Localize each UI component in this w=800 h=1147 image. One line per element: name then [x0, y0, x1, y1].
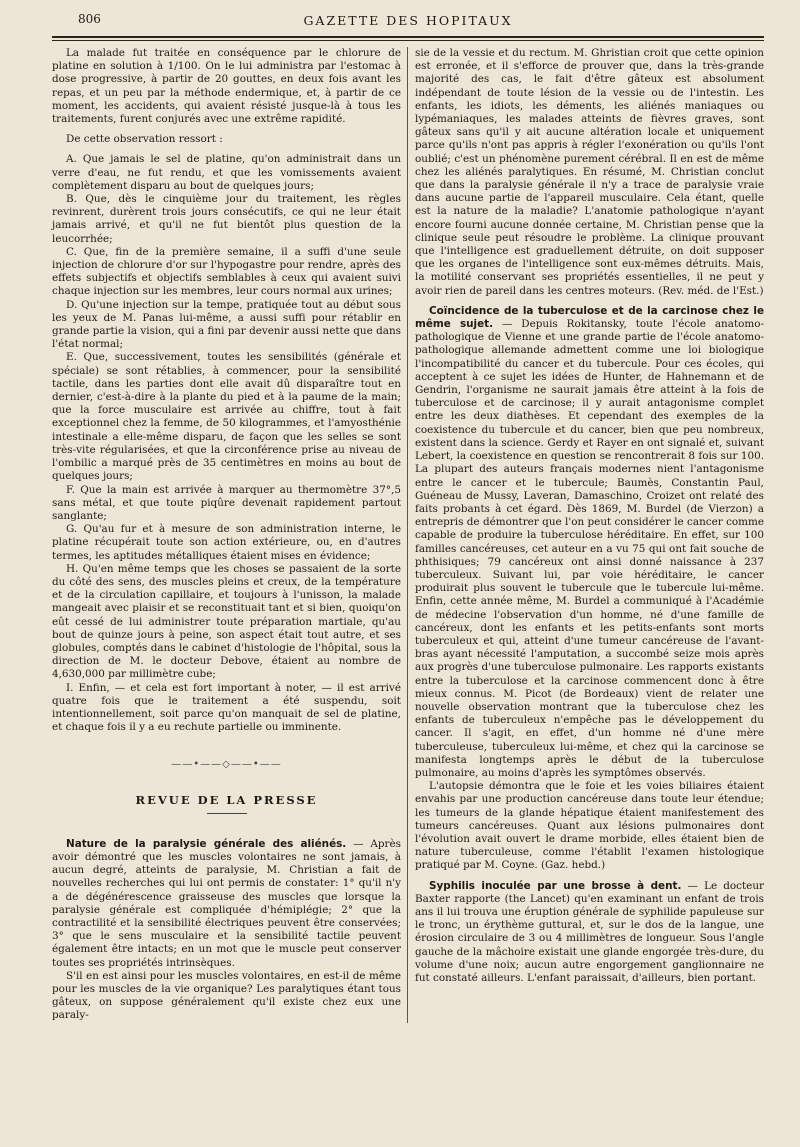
observation-item-c: C. Que, fin de la première semaine, il a suffi d'une seule injection de chlorure d'or sur l'hypogastre pour rendre, après des effets subjectifs et objectifs semblables à ceux qui avaient suivi chaque injection sur les membres, leur cours normal aux urines;	[52, 245, 401, 298]
article-paralysie-body: — Après avoir démontré que les muscles volontaires ne sont jamais, à aucun degré, atteints de paralysie, M. Christian a fait de nouvelles recherches qui lui ont permis de constater: 1° qu'il n'y a de dégénérescence graisseuse des muscles que lorsque la paralysie générale est compliquée d'hémiplégie; 2° que la contractilité et la sensibilité électriques peuvent être conservées; 3° que le sens musculaire et la sensibilité tactile peuvent également être intacts; en un mot que le muscle peut conserver toutes ses propriétés intrinsèques.	[52, 837, 401, 969]
header-rule-thin	[52, 40, 764, 41]
article-carcinose-title: Coïncidence de la tuberculose et de la carcinose chez le même sujet.	[415, 304, 764, 331]
article-paralysie-paragraph	[52, 838, 401, 970]
observation-item-g: G. Qu'au fur et à mesure de son administration interne, le platine récupérait toute son action extérieure, ou, en d'autres termes, les aptitudes métalliques étaient mises en évidence;	[52, 523, 401, 562]
section-title: REVUE DE LA PRESSE	[135, 792, 318, 807]
observation-lead: De cette observation ressort :	[66, 133, 223, 146]
article-carcinose-body: — Depuis Rokitansky, toute l'école anatomo-pathologique de Vienne et une grande partie de l'école anatomo-pathologique allemande admettent comme une loi biologique l'incompatibilité du cancer et du tubercule. Pour ces écoles, qui acceptent à ce sujet les idées de Hunter, de Hahnemann et de Gendrin, l'organisme ne saurait jamais être atteint à la fois de tuberculose et de carcinose; il y aurait antagonisme complet entre les deux diathèses. Et cependant des exemples de la coexistence du tubercule et du cancer, bien que peu nombreux, existent dans la science. Gerdy et Rayer en ont signalé et, suivant Lebert, la coexistence en question se rencontrerait 8 fois sur 100. La plupart des auteurs français modernes nient l'antagonisme entre le cancer et le tubercule; Baumès, Constantin Paul, Guéneau de Mussy, Laveran, Damaschino, Croizet ont relaté des faits probants à cet égard. Dès 1869, M. Burdel (de Vierzon) a entrepris de démontrer que l'on peut considérer le cancer comme capable de produire la tuberculose héréditaire. En effet, sur 100 familles cancéreuses, cet auteur en a vu 75 qui ont fait souche de phthisiques; 79 cancéreux ont ainsi donné naissance à 237 tuberculeux. Suivant lui, par voie héréditaire, le cancer produirait plus souvent le tubercule que le tubercule lui-même. Enfin, cette année même, M. Burdel a communiqué à l'Académie de médecine l'observation d'un homme, né d'une famille de cancéreux, dont les enfants et les petits-enfants sont morts tuberculeux et qui, atteint d'une tumeur cancéreuse de l'avant-bras ayant nécessité l'amputation, a succombé seize mois après aux progrès d'une tuberculose pulmonaire. Les rapports existants entre la tuberculose et la carcinose commencent donc à être mieux connus. M. Picot (de Bordeaux) vient de relater une nouvelle observation montrant que la tuberculose chez les enfants de tuberculeux n'empêche pas le développement du cancer. Il s'agit, en effet, d'un homme né d'une mère tuberculeuse, tuberculeux lui-même, et chez qui la carcinose se manifesta longtemps après le début de la tuberculose pulmonaire, au moins d'après les symptômes observés.	[415, 318, 764, 779]
page-header	[52, 8, 764, 30]
observation-item-f: F. Que la main est arrivée à marquer au thermomètre 37°,5 sans métal, et que toute piqûre devenait rapidement partout sanglante;	[52, 483, 401, 522]
page-number: 806	[78, 12, 101, 26]
two-column-body	[52, 47, 764, 1023]
observation-item-i: I. Enfin, — et cela est fort important à noter, — il est arrivé quatre fois que le traitement a été suspendu, soit intentionnellement, soit parce qu'on manquait de sel de platine, et chaque fois il y a eu rechute partielle ou imminente.	[52, 681, 401, 734]
header-rule-thick	[52, 36, 764, 38]
article-syphilis-paragraph	[415, 880, 764, 986]
section-ornament: ——•——◇——•——	[171, 759, 282, 771]
article-carcinose-paragraph-2: L'autopsie démontra que le foie et les voies biliaires étaient envahis par une production cancéreuse dans toute leur étendue; les tumeurs de la glande hépatique étaient manifestement des tumeurs cancéreuses. Quant aux lésions pulmonaires dont l'évolution avait ouvert le drame morbide, elles étaient bien de nature tuberculeuse, comme l'établit l'examen histologique pratiqué par M. Coyne. (Gaz. hebd.)	[415, 780, 764, 872]
left-column	[52, 47, 401, 1023]
observation-item-b: B. Que, dès le cinquième jour du traitement, les règles revinrent, durèrent trois jours consécutifs, ce qui ne leur était jamais arrivé, et qu'il ne fut bientôt plus question de la leucorrhée;	[52, 193, 401, 245]
observation-item-d: D. Qu'une injection sur la tempe, pratiquée tout au début sous les yeux de M. Panas lui-même, a aussi suffi pour rétablir en grande partie la vision, qui a fini par devenir aussi nette que dans l'état normal;	[52, 298, 401, 351]
article-carcinose-paragraph	[415, 305, 764, 780]
right-column	[415, 47, 764, 1023]
observation-item-e: E. Que, successivement, toutes les sensibilités (générale et spéciale) se sont rétablies, à commencer, pour la sensibilité tactile, dans les parties dont elle avait dû disparaître tout en dernier, c'est-à-dire à la plante du pied et à la paume de la main; que la force musculaire est arrivée au chiffre, tout à fait exceptionnel chez la femme, de 50 kilogrammes, et l'amyosthénie intestinale a elle-même disparu, de façon que les selles se sont très-vite régularisées, et que la circonférence prise au niveau de l'ombilic a marqué près de 35 centimètres en moins au bout de quelques jours;	[52, 351, 401, 483]
intro-paragraph: La malade fut traitée en conséquence par le chlorure de platine en solution à 1/100. On le lui administra par l'estomac à dose progressive, à partir de 20 gouttes, en deux fois avant les repas, et un peu par la méthode endermique, et, à partir de ce moment, les accidents, qui avaient résisté jusque-là à tous les traitements, furent conjurés avec une extrême rapidité.	[52, 47, 401, 126]
section-rule	[207, 813, 247, 814]
observation-item-h: H. Qu'en même temps que les choses se passaient de la sorte du côté des sens, des muscles pleins et creux, de la température et de la circulation capillaire, et toujours à l'unisson, la malade mangeait avec plaisir et se reconstituait tant et si bien, quoiqu'on eût cessé de lui administrer toute préparation martiale, qu'au bout de quinze jours à peine, son aspect était tout autre, et ses globules, comptés dans le cabinet d'histologie de l'hôpital, sous la direction de M. le docteur Debove, étaient au nombre de 4,630,000 par millimètre cube;	[52, 562, 401, 681]
article-syphilis-title: Syphilis inoculée par une brosse à dent.	[429, 879, 682, 892]
article-paralysie-paragraph-2: S'il en est ainsi pour les muscles volontaires, en est-il de même pour les muscles de la vie organique? Les paralytiques étant tous gâteux, on suppose généralement qu'il existe chez eux une paraly-	[52, 969, 401, 1022]
observation-item-a: A. Que jamais le sel de platine, qu'on administrait dans un verre d'eau, ne fut rendu, et que les vomissements avaient complètement disparu au bout de quelques jours;	[52, 153, 401, 192]
article-syphilis-body: — Le docteur Baxter rapporte (the Lancet) qu'en examinant un enfant de trois ans il lui trouva une éruption générale de syphilide papuleuse sur le tronc, un érythème guttural, et, sur le dos de la langue, une érosion circulaire de 3 ou 4 millimètres de longueur. Sous l'angle gauche de la mâchoire existait une glande engorgée très-dure, du volume d'une noix; aucun autre engorgement ganglionnaire ne fut constaté ailleurs. L'enfant paraissait, d'ailleurs, bien portant.	[415, 879, 764, 985]
column-divider	[407, 47, 408, 1023]
article-paralysie-title: Nature de la paralysie générale des aliénés.	[66, 837, 347, 850]
article-paralysie-continuation: sie de la vessie et du rectum. M. Ghristian croit que cette opinion est erronée, et il s'efforce de prouver que, dans la très-grande majorité des cas, le fait d'être gâteux est absolument indépendant de toute lésion de la vessie ou de l'intestin. Les enfants, les idiots, les déments, les aliénés maniaques ou lypémaniaques, les malades atteints de fièvres graves, sont gâteux sans qu'il y ait aucune altération locale et uniquement parce qu'ils n'ont pas appris à régler l'exonération ou qu'ils l'ont oublié; c'est un phénomène purement cérébral. Il en est de même chez les aliénés paralytiques. En résumé, M. Christian conclut que dans la paralysie générale il n'y a trace de paralysie vraie dans aucune partie de l'appareil musculaire. Cela étant, quelle est la nature de la maladie? L'anatomie pathologique n'ayant encore fourni aucune donnée certaine, M. Christian pense que la clinique seule peut résoudre le problème. La clinique prouvant que l'intelligence est graduellement détruite, on doit supposer que les organes de l'intelligence sont eux-mêmes détruits. Mais, la motilité conservant ses propriétés essentielles, il ne peut y avoir rien de pareil dans les centres moteurs. (Rev. méd. de l'Est.)	[415, 47, 764, 297]
running-title: GAZETTE DES HOPITAUX	[303, 13, 513, 28]
